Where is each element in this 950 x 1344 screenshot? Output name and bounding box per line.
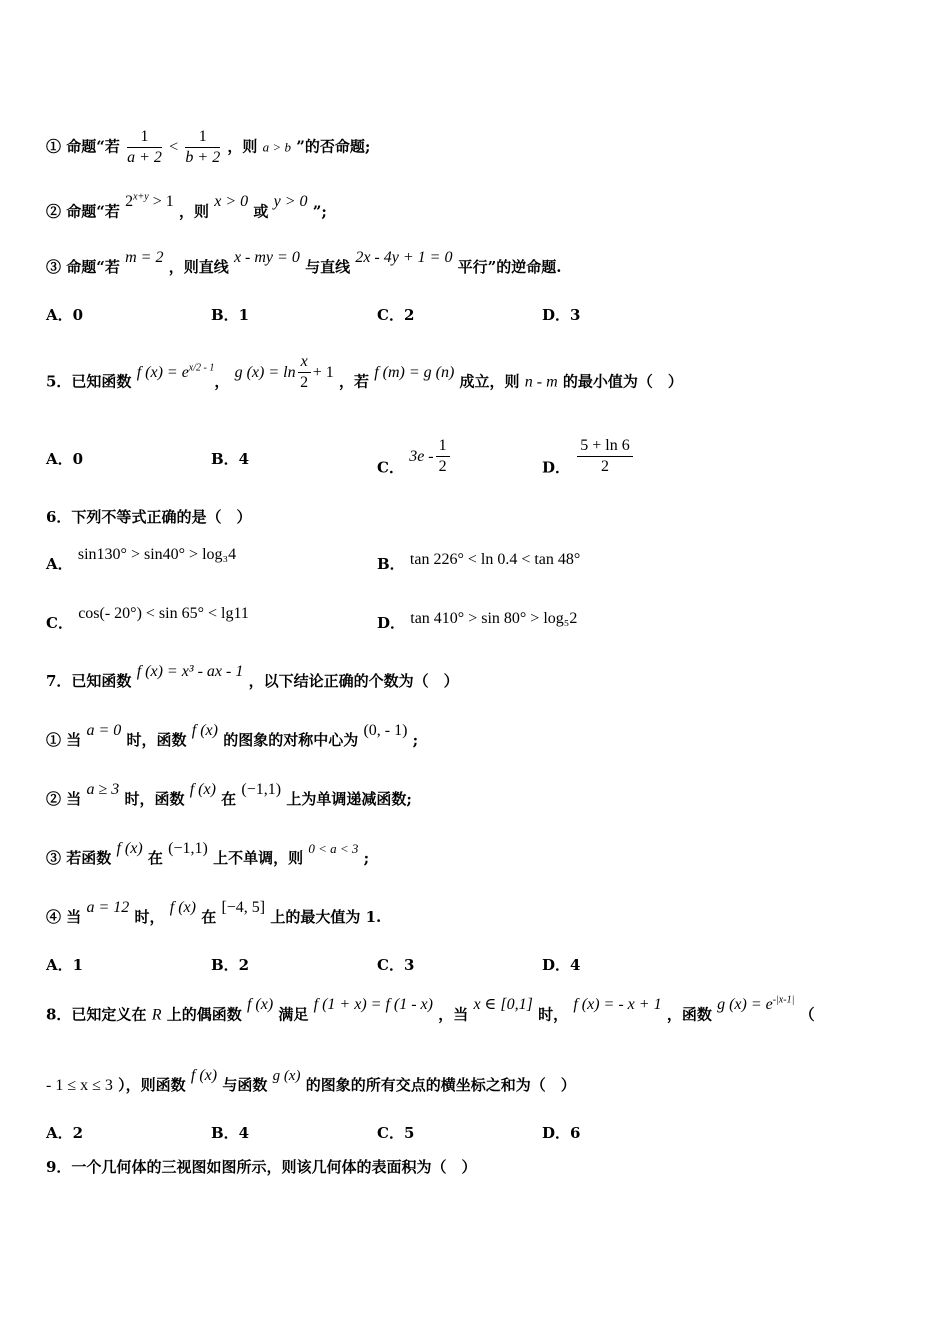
q7-item4-text-d: 上的最大值为 1. [270, 908, 382, 926]
math-f-x: f (x) [189, 781, 216, 798]
q8-text-g: （ [799, 1005, 815, 1024]
q5-stem: 5．已知函数 f $(x) = e^{x/2 - 1}$， g (x) = ln $\frac{x}{2}$ + 1 ，若 f (m) = g (n) 成立，则 n - m 的最小值为（ ） [46, 353, 683, 391]
q5-option-c-label: C． [377, 458, 404, 477]
frac-num: 5 + ln 6 [577, 436, 632, 457]
math-f-exp: x/2 - 1 [188, 362, 215, 374]
q6-option-a-label: A． [46, 555, 73, 573]
q8-stem-line2: - 1 ≤ x ≤ 3 ），则函数 f (x) 与函数 g (x) 的图象的所有交点的横坐标之和为（ ） [46, 1067, 576, 1094]
q7-item4 [46, 899, 382, 928]
math-fm-eq-gn: f (m) = g (n) [374, 363, 455, 381]
q6-option-c [46, 605, 249, 633]
q4-item2-text-c: 或 [253, 202, 269, 221]
fraction-1-over-b2 [185, 127, 220, 168]
frac-den: 2 [438, 458, 447, 475]
q5-text-c: 成立，则 [459, 372, 520, 391]
frac-num: 1 [436, 436, 450, 457]
q7-item1: ① 当 a = 0 时，函数 f (x) 的图象的对称中心为 (0, - 1) ; [46, 722, 419, 749]
math-a-ge-3: a ≥ 3 [86, 781, 120, 798]
math-g-def: g (x) = ln [234, 363, 296, 381]
q4-option-a: A．0 [46, 306, 84, 324]
q7-item2-text-c: 在 [221, 790, 237, 808]
q8-option-c: C．5 [377, 1124, 415, 1142]
q5-option-d [542, 437, 635, 489]
math-f-x: f (x) [191, 722, 218, 739]
math-plus-1: + 1 [312, 363, 334, 381]
q5-option-c [377, 437, 452, 489]
q4-item1-text-c: ”的否命题; [296, 137, 371, 156]
q8-text-c: 满足 [278, 1005, 309, 1024]
q6-option-b [377, 553, 580, 574]
q7-item4-text-b: 时， [134, 908, 165, 926]
frac-num: x [298, 352, 311, 373]
q7-option-b: B．2 [211, 956, 250, 974]
q6-option-a [46, 546, 237, 574]
q6-option-c-label: C． [46, 614, 73, 632]
q7-item1-text-b: 时，函数 [126, 731, 187, 749]
q8-option-a: A．2 [46, 1124, 84, 1142]
math-q7-function: f (x) = x³ - ax - 1 [136, 663, 244, 680]
math-line-2: 2x - 4y + 1 = 0 [355, 249, 453, 266]
q7-item4-text-a: ④ 当 [46, 908, 82, 926]
q4-item1-text-a: ① 命题“若 [46, 137, 120, 156]
q4-item2-text-a: ② 命题“若 [46, 202, 120, 221]
q8-text-d: ，当 [438, 1005, 469, 1024]
math-f-x: f (x) [169, 899, 196, 916]
q4-item3-text-b: ，则直线 [168, 258, 229, 276]
math-y-gt-0: y > 0 [273, 193, 308, 211]
q8-text-j: 的图象的所有交点的横坐标之和为（ ） [305, 1076, 576, 1094]
math-exp-xy: x+y [133, 192, 149, 203]
q4-item1-text-b: ，则 [227, 137, 258, 156]
fraction-5ln6-over-2 [577, 436, 632, 477]
math-line-1: x - my = 0 [233, 249, 300, 266]
q8-text-a: 8．已知定义在 [46, 1005, 147, 1024]
q5-option-b: B．4 [211, 450, 250, 468]
q7-item2 [46, 781, 412, 810]
q7-item1-text-a: ① 当 [46, 731, 82, 749]
math-f-def: f (x) = e [136, 363, 189, 381]
q8-text-i: 与函数 [222, 1076, 268, 1094]
q6-option-b-label: B． [377, 555, 405, 573]
math-m-eq-2: m = 2 [125, 249, 164, 266]
frac-num: 1 [127, 127, 162, 148]
q4-item3-text-a: ③ 命题“若 [46, 258, 120, 276]
q7-item2-text-d: 上为单调递减函数; [286, 790, 412, 808]
q7-item2-text-a: ② 当 [46, 790, 82, 808]
q8-stem-line1 [46, 995, 815, 1025]
math-a-eq-12: a = 12 [86, 899, 130, 916]
math-2: 2 [125, 193, 134, 211]
math-x-in-01: x ∈ [0,1] [473, 996, 533, 1014]
q7-item4-text-c: 在 [201, 908, 217, 926]
math-interval-11: (−1,1) [241, 781, 282, 798]
q6-stem: 6．下列不等式正确的是（ ） [46, 508, 252, 526]
q7-option-d: D．4 [542, 956, 581, 974]
frac-den: a + 2 [127, 149, 162, 166]
math-f-x: f (x) [246, 996, 274, 1014]
q7-text-b: ，以下结论正确的个数为（ ） [248, 672, 459, 690]
q7-item3-text-c: 上不单调，则 [213, 849, 304, 867]
q7-item1-text-c: 的图象的对称中心为 [223, 731, 359, 749]
q8-option-b: B．4 [211, 1124, 250, 1142]
q4-item3-text-d: 平行”的逆命题. [457, 258, 562, 276]
q7-text-a: 7．已知函数 [46, 672, 132, 690]
q6-option-d-math: tan 410° > sin 80° > log₅2 [410, 610, 578, 627]
q4-item3 [46, 249, 562, 278]
math-interval-11: (−1,1) [168, 840, 208, 857]
q8-option-d: D．6 [542, 1124, 581, 1142]
math-x-gt-0: x > 0 [214, 193, 249, 211]
math-a-gt-b: a > b [262, 139, 291, 155]
math-n-minus-m: n - m [524, 373, 558, 391]
q7-stem [46, 663, 459, 692]
q7-option-a: A．1 [46, 956, 84, 974]
math-g-def: g (x) = e [717, 996, 773, 1014]
q4-item2-text-d: ”; [312, 202, 327, 221]
math-a-eq-0: a = 0 [86, 722, 122, 739]
q7-item3-text-a: ③ 若函数 [46, 849, 112, 867]
q8-text-e: 时， [538, 1005, 569, 1024]
math-g-exp: -|x-1| [772, 995, 795, 1006]
frac-den: 2 [300, 374, 309, 391]
math-center-point: (0, - 1) [363, 722, 408, 739]
math-symmetry: f (1 + x) = f (1 - x) [313, 996, 433, 1014]
q4-option-d: D．3 [542, 306, 581, 324]
q6-option-b-math: tan 226° < ln 0.4 < tan 48° [409, 551, 581, 568]
q5-text-a: 5．已知函数 [46, 372, 132, 391]
q5-text-d: 的最小值为（ ） [562, 372, 683, 391]
q6-option-c-math: cos(- 20°) < sin 65° < lg11 [78, 605, 249, 622]
q4-option-c: C．2 [377, 306, 415, 324]
q4-option-b: B．1 [211, 306, 250, 324]
frac-num: 1 [185, 127, 220, 148]
math-f-x: f (x) [116, 840, 143, 857]
frac-den: b + 2 [185, 149, 221, 166]
math-gt-1: > 1 [152, 193, 174, 211]
q5-option-a: A．0 [46, 450, 84, 468]
q4-item2-text-b: ，则 [178, 202, 209, 221]
math-f-x: f (x) [190, 1067, 218, 1084]
frac-den: 2 [600, 458, 609, 475]
math-x-range: - 1 ≤ x ≤ 3 [46, 1077, 113, 1094]
q7-item2-text-b: 时，函数 [124, 790, 185, 808]
q6-option-d [377, 612, 577, 633]
q8-text-h: ），则函数 [118, 1076, 186, 1094]
q7-option-c: C．3 [377, 956, 415, 974]
fraction-1-over-2 [436, 436, 450, 477]
q4-item2 [46, 192, 327, 222]
math-f-line: f (x) = - x + 1 [573, 996, 662, 1014]
q8-text-b: 上的偶函数 [166, 1005, 242, 1024]
q8-text-f: ，函数 [666, 1005, 712, 1024]
q4-item3-text-c: 与直线 [305, 258, 351, 276]
q4-item1: ① 命题“若 $\frac{1}{a + 2}$ < $\frac{1}{b + 2}$ ，则 a > b ”的否命题; [46, 128, 371, 166]
math-a-range: 0 < a < 3 [308, 841, 359, 856]
q5-option-d-label: D． [542, 458, 571, 477]
math-3e-minus: 3e - [409, 447, 434, 465]
q7-item3-text-b: 在 [147, 849, 163, 867]
math-interval-45: [−4, 5] [221, 899, 266, 916]
math-R: R [151, 1006, 162, 1024]
q9-stem: 9．一个几何体的三视图如图所示，则该几何体的表面积为（ ） [46, 1158, 477, 1176]
fraction-1-over-a2 [127, 127, 162, 168]
q5-text-b: ，若 [338, 372, 369, 391]
q7-item3: ③ 若函数 f (x) 在 (−1,1) 上不单调，则 0 < a < 3 ; [46, 840, 370, 867]
fraction-x-over-2 [298, 352, 311, 393]
q6-option-a-math: sin130° > sin40° > log₃4 [77, 546, 237, 563]
q6-option-d-label: D． [377, 614, 406, 632]
